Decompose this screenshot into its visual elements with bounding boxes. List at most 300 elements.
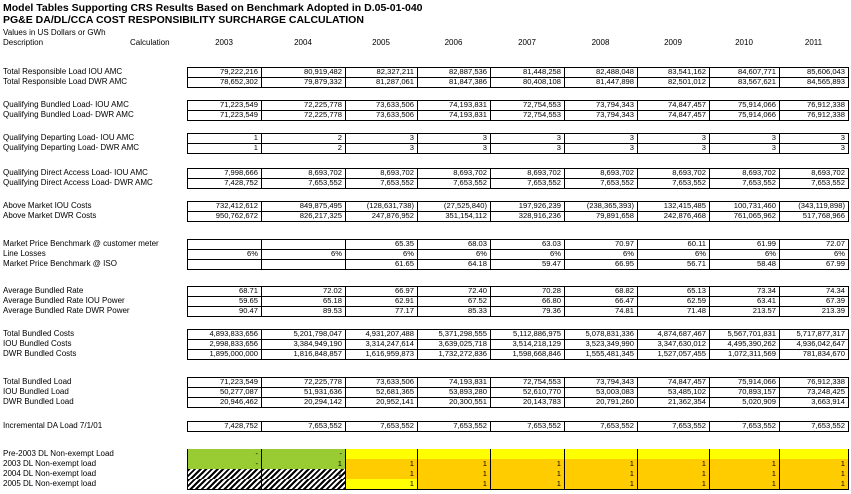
- table-cell[interactable]: 5,078,831,336: [564, 329, 637, 339]
- table-cell[interactable]: 3: [709, 133, 779, 143]
- row-label: Total Bundled Costs: [3, 329, 75, 338]
- table-cell[interactable]: 72,754,553: [490, 110, 564, 120]
- table-cell[interactable]: 71,223,549: [187, 110, 261, 120]
- table-cell[interactable]: [187, 239, 261, 249]
- table-cell[interactable]: 82,501,012: [637, 77, 709, 87]
- table-cell[interactable]: 3: [637, 133, 709, 143]
- table-cell[interactable]: 5,112,886,975: [490, 329, 564, 339]
- year-header: 2009: [664, 38, 682, 47]
- table-cell[interactable]: 7,998,666: [187, 168, 261, 178]
- table-cell[interactable]: 81,447,898: [564, 77, 637, 87]
- table-cell[interactable]: 3: [490, 143, 564, 153]
- table-cell[interactable]: 328,916,236: [490, 211, 564, 221]
- grid-line: [187, 316, 849, 317]
- table-cell[interactable]: [187, 259, 261, 269]
- table-cell[interactable]: -: [187, 459, 261, 469]
- table-cell[interactable]: 242,876,468: [637, 211, 709, 221]
- row-label: Total Bundled Load: [3, 377, 72, 386]
- table-cell[interactable]: 74,847,457: [637, 100, 709, 110]
- table-row: [0, 211, 851, 221]
- table-cell[interactable]: 76,912,338: [779, 377, 848, 387]
- table-cell[interactable]: 53,893,280: [417, 387, 490, 397]
- table-cell[interactable]: 7,653,552: [345, 178, 417, 188]
- table-cell[interactable]: 84,565,893: [779, 77, 848, 87]
- table-cell[interactable]: 1,732,272,836: [417, 349, 490, 359]
- table-cell[interactable]: [261, 239, 345, 249]
- table-cell[interactable]: 85,606,043: [779, 67, 848, 77]
- table-row: [0, 249, 851, 259]
- table-cell[interactable]: 1: [261, 459, 345, 469]
- table-cell[interactable]: 7,653,552: [261, 178, 345, 188]
- table-cell[interactable]: 71,223,549: [187, 377, 261, 387]
- row-label: Average Bundled Rate: [3, 286, 84, 295]
- table-cell[interactable]: [261, 259, 345, 269]
- table-cell[interactable]: 90.47: [187, 306, 261, 316]
- table-cell[interactable]: 7,653,552: [709, 178, 779, 188]
- table-cell[interactable]: 66.97: [345, 286, 417, 296]
- table-cell[interactable]: 72.07: [779, 239, 848, 249]
- table-cell[interactable]: 81,287,061: [345, 77, 417, 87]
- table-cell[interactable]: 8,693,702: [779, 168, 848, 178]
- table-cell[interactable]: -: [187, 449, 261, 459]
- table-cell[interactable]: 7,653,552: [564, 421, 637, 431]
- table-cell[interactable]: 7,653,552: [779, 178, 848, 188]
- table-cell[interactable]: 74.81: [564, 306, 637, 316]
- table-cell[interactable]: 72,225,778: [261, 110, 345, 120]
- table-cell[interactable]: 1: [490, 459, 564, 469]
- title-line-1: Model Tables Supporting CRS Results Based on Benchmark Adopted in D.05-01-040: [3, 2, 423, 14]
- table-cell[interactable]: 517,768,966: [779, 211, 848, 221]
- row-label: Total Responsible Load IOU AMC: [3, 67, 123, 76]
- table-cell[interactable]: [564, 449, 637, 459]
- table-cell[interactable]: 2: [261, 133, 345, 143]
- table-cell[interactable]: 89.53: [261, 306, 345, 316]
- table-cell[interactable]: 3: [345, 143, 417, 153]
- table-cell[interactable]: 1,816,848,857: [261, 349, 345, 359]
- table-cell[interactable]: 3,347,630,012: [637, 339, 709, 349]
- table-cell[interactable]: 1: [779, 459, 848, 469]
- table-cell[interactable]: 1: [261, 469, 345, 479]
- row-label: Qualifying Departing Load- DWR AMC: [3, 143, 140, 152]
- grid-line: [848, 449, 849, 489]
- table-cell[interactable]: 1,527,057,455: [637, 349, 709, 359]
- table-row: [0, 449, 851, 459]
- row-label: DWR Bundled Costs: [3, 349, 77, 358]
- table-cell[interactable]: 132,415,485: [637, 201, 709, 211]
- table-cell[interactable]: 76,912,338: [779, 110, 848, 120]
- grid-line: [187, 221, 849, 222]
- year-header: 2008: [591, 38, 610, 47]
- table-cell[interactable]: 70,893,157: [709, 387, 779, 397]
- table-cell[interactable]: 61.99: [709, 239, 779, 249]
- table-cell[interactable]: 1,616,959,873: [345, 349, 417, 359]
- table-cell[interactable]: 68.71: [187, 286, 261, 296]
- table-cell[interactable]: 56.71: [637, 259, 709, 269]
- table-cell[interactable]: 79,222,216: [187, 67, 261, 77]
- table-cell[interactable]: 81,448,258: [490, 67, 564, 77]
- grid-line: [848, 133, 849, 153]
- table-cell[interactable]: 213.57: [709, 306, 779, 316]
- table-cell[interactable]: 80,919,482: [261, 67, 345, 77]
- table-cell[interactable]: 63.41: [709, 296, 779, 306]
- table-cell[interactable]: 73,794,343: [564, 100, 637, 110]
- table-cell[interactable]: 71,223,549: [187, 100, 261, 110]
- table-cell[interactable]: 7,653,552: [490, 178, 564, 188]
- table-cell[interactable]: 59.47: [490, 259, 564, 269]
- grid-line: [848, 201, 849, 221]
- table-cell[interactable]: 1,598,668,846: [490, 349, 564, 359]
- table-cell[interactable]: 1: [709, 479, 779, 489]
- table-cell[interactable]: 1: [345, 469, 417, 479]
- table-cell[interactable]: 50,277,087: [187, 387, 261, 397]
- table-cell[interactable]: -: [261, 449, 345, 459]
- row-label: Average Bundled Rate IOU Power: [3, 296, 125, 305]
- table-cell[interactable]: 1: [187, 143, 261, 153]
- table-cell[interactable]: 67.99: [779, 259, 848, 269]
- table-cell[interactable]: 74,193,831: [417, 100, 490, 110]
- table-cell[interactable]: 79.36: [490, 306, 564, 316]
- table-row: [0, 377, 851, 387]
- row-label: Above Market DWR Costs: [3, 211, 97, 220]
- table-cell[interactable]: 7,653,552: [637, 421, 709, 431]
- table-cell[interactable]: [261, 479, 345, 489]
- table-cell[interactable]: 3: [779, 143, 848, 153]
- row-label: Qualifying Direct Access Load- DWR AMC: [3, 178, 153, 187]
- grid-line: [187, 431, 849, 432]
- table-cell[interactable]: 8,693,702: [709, 168, 779, 178]
- table-cell[interactable]: 20,946,462: [187, 397, 261, 407]
- table-cell[interactable]: 2,998,833,656: [187, 339, 261, 349]
- table-cell[interactable]: 61.65: [345, 259, 417, 269]
- table-cell[interactable]: 5,567,701,831: [709, 329, 779, 339]
- table-cell[interactable]: 65.35: [345, 239, 417, 249]
- table-cell[interactable]: 83,541,162: [637, 67, 709, 77]
- table-cell[interactable]: 3: [637, 143, 709, 153]
- table-row: [0, 421, 851, 431]
- table-cell[interactable]: 59.65: [187, 296, 261, 306]
- table-cell[interactable]: 7,653,552: [779, 421, 848, 431]
- table-cell[interactable]: 73,633,506: [345, 110, 417, 120]
- table-cell[interactable]: 52,610,770: [490, 387, 564, 397]
- table-cell[interactable]: 74,193,831: [417, 377, 490, 387]
- table-cell[interactable]: 1: [637, 469, 709, 479]
- grid-line: [848, 421, 849, 431]
- table-cell[interactable]: 1: [564, 469, 637, 479]
- table-cell[interactable]: 197,926,239: [490, 201, 564, 211]
- table-cell[interactable]: 1: [417, 479, 490, 489]
- grid-line: [187, 87, 849, 88]
- table-cell[interactable]: 53,003,083: [564, 387, 637, 397]
- table-cell[interactable]: 3,523,349,990: [564, 339, 637, 349]
- table-cell[interactable]: 7,653,552: [637, 178, 709, 188]
- table-cell[interactable]: 8,693,702: [564, 168, 637, 178]
- table-cell[interactable]: 5,020,909: [709, 397, 779, 407]
- table-cell[interactable]: 73,248,425: [779, 387, 848, 397]
- table-cell[interactable]: 74.34: [779, 286, 848, 296]
- table-cell[interactable]: 7,428,752: [187, 421, 261, 431]
- table-cell[interactable]: 75,914,066: [709, 110, 779, 120]
- table-cell[interactable]: 63.03: [490, 239, 564, 249]
- table-cell[interactable]: 72,754,553: [490, 377, 564, 387]
- table-cell[interactable]: 1: [345, 459, 417, 469]
- table-cell[interactable]: 58.48: [709, 259, 779, 269]
- year-header: 2010: [735, 38, 753, 47]
- table-cell[interactable]: 8,693,702: [261, 168, 345, 178]
- table-cell[interactable]: 6%: [779, 249, 848, 259]
- table-cell[interactable]: 100,731,460: [709, 201, 779, 211]
- table-cell[interactable]: 1: [490, 469, 564, 479]
- table-cell[interactable]: 62.91: [345, 296, 417, 306]
- table-cell[interactable]: 66.47: [564, 296, 637, 306]
- table-cell[interactable]: [779, 449, 848, 459]
- table-cell[interactable]: 1: [709, 459, 779, 469]
- table-cell[interactable]: 7,653,552: [564, 178, 637, 188]
- table-cell[interactable]: 849,875,495: [261, 201, 345, 211]
- table-cell[interactable]: 826,217,325: [261, 211, 345, 221]
- table-cell[interactable]: 7,653,552: [417, 178, 490, 188]
- table-cell[interactable]: 20,791,260: [564, 397, 637, 407]
- table-cell[interactable]: 3: [345, 133, 417, 143]
- row-label: Average Bundled Rate DWR Power: [3, 306, 130, 315]
- grid-line: [848, 168, 849, 188]
- table-cell[interactable]: 351,154,112: [417, 211, 490, 221]
- table-cell[interactable]: 82,327,211: [345, 67, 417, 77]
- year-header: 2011: [804, 38, 823, 47]
- table-cell[interactable]: 1: [779, 469, 848, 479]
- table-cell[interactable]: 3,514,218,129: [490, 339, 564, 349]
- table-cell[interactable]: 3,663,914: [779, 397, 848, 407]
- table-cell[interactable]: 4,936,042,647: [779, 339, 848, 349]
- table-cell[interactable]: 72,225,778: [261, 377, 345, 387]
- table-cell[interactable]: 1,555,481,345: [564, 349, 637, 359]
- table-cell[interactable]: 6%: [417, 249, 490, 259]
- table-cell[interactable]: 21,362,354: [637, 397, 709, 407]
- table-cell[interactable]: 62.59: [637, 296, 709, 306]
- table-cell[interactable]: 64.18: [417, 259, 490, 269]
- table-cell[interactable]: 1,072,311,569: [709, 349, 779, 359]
- row-label: IOU Bundled Costs: [3, 339, 72, 348]
- table-cell[interactable]: 20,143,783: [490, 397, 564, 407]
- table-cell[interactable]: 73,794,343: [564, 377, 637, 387]
- table-cell[interactable]: 5,201,798,047: [261, 329, 345, 339]
- table-cell[interactable]: 76,912,338: [779, 100, 848, 110]
- table-cell[interactable]: 73,794,343: [564, 110, 637, 120]
- table-cell[interactable]: 6%: [637, 249, 709, 259]
- table-cell[interactable]: 20,294,142: [261, 397, 345, 407]
- table-cell[interactable]: 781,834,670: [779, 349, 848, 359]
- table-cell[interactable]: 66.80: [490, 296, 564, 306]
- table-cell[interactable]: (27,525,840): [417, 201, 490, 211]
- table-cell[interactable]: 3,384,949,190: [261, 339, 345, 349]
- table-cell[interactable]: 85.33: [417, 306, 490, 316]
- table-cell[interactable]: 3: [709, 143, 779, 153]
- year-header: 2007: [518, 38, 536, 47]
- table-cell[interactable]: 7,653,552: [709, 421, 779, 431]
- table-cell[interactable]: 72,754,553: [490, 100, 564, 110]
- table-cell[interactable]: 1: [779, 479, 848, 489]
- table-cell[interactable]: 8,693,702: [417, 168, 490, 178]
- table-cell[interactable]: 1: [564, 479, 637, 489]
- table-cell[interactable]: 7,428,752: [187, 178, 261, 188]
- table-cell[interactable]: 4,893,833,656: [187, 329, 261, 339]
- table-cell[interactable]: 83,567,621: [709, 77, 779, 87]
- table-cell[interactable]: 77.17: [345, 306, 417, 316]
- table-cell[interactable]: 20,952,141: [345, 397, 417, 407]
- table-cell[interactable]: 3: [564, 143, 637, 153]
- table-cell[interactable]: 1,895,000,000: [187, 349, 261, 359]
- table-row: [0, 110, 851, 120]
- table-cell[interactable]: 73,633,506: [345, 377, 417, 387]
- table-row: [0, 201, 851, 211]
- table-cell[interactable]: 950,762,672: [187, 211, 261, 221]
- year-header: 2004: [294, 38, 312, 47]
- table-cell[interactable]: 75,914,066: [709, 377, 779, 387]
- table-cell[interactable]: 1: [417, 459, 490, 469]
- table-cell[interactable]: 7,653,552: [417, 421, 490, 431]
- table-cell[interactable]: 4,931,207,488: [345, 329, 417, 339]
- table-cell[interactable]: 8,693,702: [637, 168, 709, 178]
- table-cell[interactable]: 68.82: [564, 286, 637, 296]
- table-cell[interactable]: 74,193,831: [417, 110, 490, 120]
- grid-line: [187, 120, 849, 121]
- table-cell[interactable]: 52,681,365: [345, 387, 417, 397]
- table-cell[interactable]: 72.40: [417, 286, 490, 296]
- table-cell[interactable]: 73,633,506: [345, 100, 417, 110]
- table-cell[interactable]: 3: [417, 143, 490, 153]
- table-cell[interactable]: (343,119,898): [779, 201, 848, 211]
- table-row: [0, 67, 851, 77]
- row-label: 2003 DL Non-exempt load: [3, 459, 97, 468]
- table-cell[interactable]: 5,717,877,317: [779, 329, 848, 339]
- table-cell[interactable]: 72.02: [261, 286, 345, 296]
- table-cell[interactable]: 6%: [345, 249, 417, 259]
- table-row: [0, 329, 851, 339]
- table-cell[interactable]: 72,225,778: [261, 100, 345, 110]
- table-row: [0, 459, 851, 469]
- table-cell[interactable]: 3: [779, 133, 848, 143]
- table-cell[interactable]: 1: [490, 479, 564, 489]
- table-cell[interactable]: 74,847,457: [637, 110, 709, 120]
- table-row: [0, 286, 851, 296]
- table-cell[interactable]: 65.18: [261, 296, 345, 306]
- table-cell[interactable]: 1: [417, 469, 490, 479]
- table-cell[interactable]: 20,300,551: [417, 397, 490, 407]
- table-cell[interactable]: 79,879,332: [261, 77, 345, 87]
- table-cell[interactable]: 79,891,658: [564, 211, 637, 221]
- row-label: Market Price Benchmark @ ISO: [3, 259, 117, 268]
- table-cell[interactable]: 7,653,552: [261, 421, 345, 431]
- table-cell[interactable]: 7,653,552: [490, 421, 564, 431]
- table-cell[interactable]: 2: [261, 143, 345, 153]
- units-subtitle: Values in US Dollars or GWh: [3, 28, 106, 37]
- table-cell[interactable]: 84,607,771: [709, 67, 779, 77]
- table-cell[interactable]: [637, 449, 709, 459]
- table-cell[interactable]: 4,495,390,262: [709, 339, 779, 349]
- table-row: [0, 168, 851, 178]
- table-cell[interactable]: [187, 469, 261, 479]
- table-cell[interactable]: 1: [564, 459, 637, 469]
- grid-line: [187, 188, 849, 189]
- table-cell[interactable]: 8,693,702: [490, 168, 564, 178]
- table-cell[interactable]: [187, 479, 261, 489]
- table-cell[interactable]: 1: [637, 479, 709, 489]
- table-cell[interactable]: 78,652,302: [187, 77, 261, 87]
- table-cell[interactable]: 6%: [490, 249, 564, 259]
- table-cell[interactable]: 3: [490, 133, 564, 143]
- table-cell[interactable]: 1: [637, 459, 709, 469]
- table-cell[interactable]: 1: [709, 469, 779, 479]
- table-cell[interactable]: 8,693,702: [345, 168, 417, 178]
- table-cell[interactable]: 51,931,636: [261, 387, 345, 397]
- table-cell[interactable]: 1: [187, 133, 261, 143]
- grid-line: [848, 377, 849, 407]
- grid-line: [187, 489, 849, 490]
- row-label: Qualifying Departing Load- IOU AMC: [3, 133, 135, 142]
- table-cell[interactable]: 7,653,552: [345, 421, 417, 431]
- table-cell[interactable]: 74,847,457: [637, 377, 709, 387]
- table-cell[interactable]: 4,874,687,467: [637, 329, 709, 339]
- table-cell[interactable]: 66.95: [564, 259, 637, 269]
- table-cell[interactable]: 6%: [709, 249, 779, 259]
- table-cell[interactable]: 80,408,108: [490, 77, 564, 87]
- table-cell[interactable]: 247,876,952: [345, 211, 417, 221]
- table-cell[interactable]: 67.52: [417, 296, 490, 306]
- table-cell[interactable]: 73.34: [709, 286, 779, 296]
- table-row: [0, 296, 851, 306]
- table-cell[interactable]: 732,412,612: [187, 201, 261, 211]
- table-row: [0, 397, 851, 407]
- table-cell[interactable]: 5,371,298,555: [417, 329, 490, 339]
- table-cell[interactable]: 213.39: [779, 306, 848, 316]
- table-cell[interactable]: 761,065,962: [709, 211, 779, 221]
- table-cell[interactable]: [417, 449, 490, 459]
- table-cell[interactable]: 6%: [564, 249, 637, 259]
- table-row: [0, 133, 851, 143]
- table-cell[interactable]: 53,485,102: [637, 387, 709, 397]
- table-cell[interactable]: (238,365,393): [564, 201, 637, 211]
- table-cell[interactable]: 70.28: [490, 286, 564, 296]
- table-cell[interactable]: 75,914,066: [709, 100, 779, 110]
- table-cell[interactable]: 3,639,025,718: [417, 339, 490, 349]
- table-cell[interactable]: 60.11: [637, 239, 709, 249]
- year-header: 2006: [444, 38, 463, 47]
- table-row: [0, 306, 851, 316]
- table-cell[interactable]: 82,887,536: [417, 67, 490, 77]
- table-cell[interactable]: [709, 449, 779, 459]
- table-cell[interactable]: 6%: [187, 249, 261, 259]
- table-cell[interactable]: 65.13: [637, 286, 709, 296]
- row-label: Pre-2003 DL Non-exempt Load: [3, 449, 114, 458]
- grid-line: [187, 269, 849, 270]
- table-cell[interactable]: 68.03: [417, 239, 490, 249]
- table-cell[interactable]: 70.97: [564, 239, 637, 249]
- table-cell[interactable]: 3: [417, 133, 490, 143]
- table-cell[interactable]: [490, 449, 564, 459]
- table-cell[interactable]: (128,631,738): [345, 201, 417, 211]
- table-cell[interactable]: 3: [564, 133, 637, 143]
- table-cell[interactable]: 6%: [261, 249, 345, 259]
- table-cell[interactable]: 3,314,247,614: [345, 339, 417, 349]
- grid-line: [848, 239, 849, 269]
- table-cell[interactable]: 67.39: [779, 296, 848, 306]
- table-cell[interactable]: 71.48: [637, 306, 709, 316]
- table-cell[interactable]: 1: [345, 479, 417, 489]
- table-row: [0, 143, 851, 153]
- table-cell[interactable]: 82,488,048: [564, 67, 637, 77]
- table-row: [0, 479, 851, 489]
- table-cell[interactable]: [345, 449, 417, 459]
- table-cell[interactable]: 81,847,386: [417, 77, 490, 87]
